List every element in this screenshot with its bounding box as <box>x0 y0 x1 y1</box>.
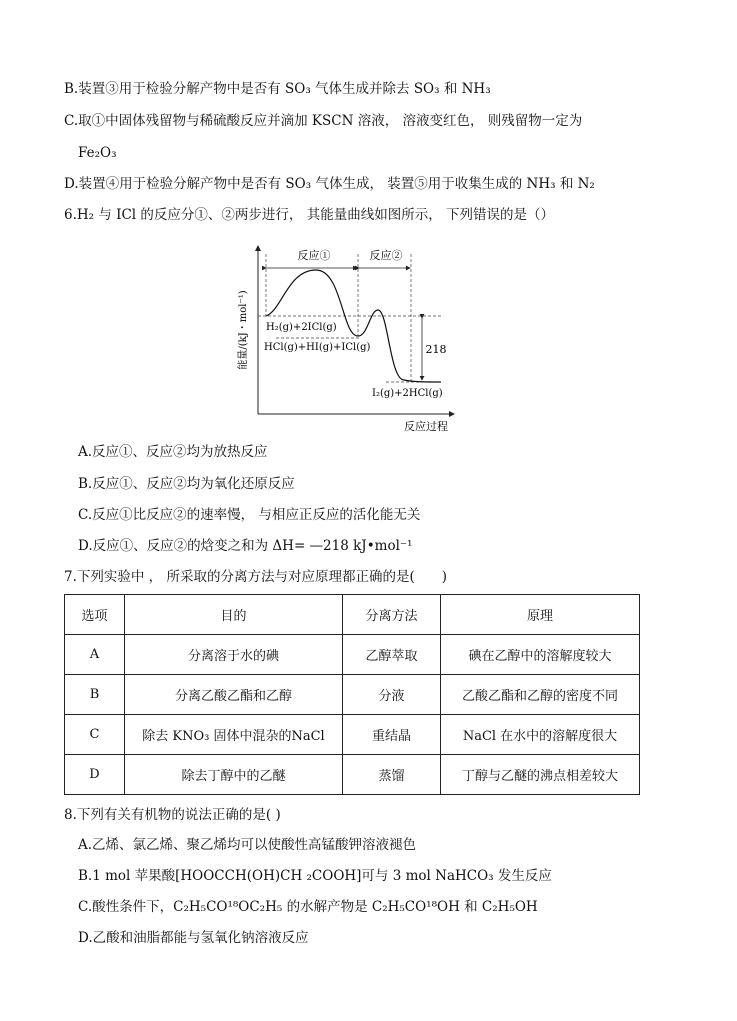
step2-label: 反应② <box>369 249 403 262</box>
cell-method: 分液 <box>343 675 441 715</box>
table-row <box>65 715 640 755</box>
option-c-residue-cont: Fe₂O₃ <box>78 145 117 161</box>
option-c-residue: C.取①中固体残留物与稀硫酸反应并滴加 KSCN 溶液， 溶液变红色， 则残留物一定为 <box>64 113 583 129</box>
y-axis-label: 能量/(kJ・mol⁻¹) <box>238 290 249 370</box>
energy-diagram <box>236 240 458 436</box>
cell-principle: NaCl 在水中的溶解度很大 <box>441 715 640 755</box>
cell-purpose: 除去 KNO₃ 固体中混杂的NaCl <box>125 715 343 755</box>
cell-purpose: 分离乙酸乙酯和乙醇 <box>125 675 343 715</box>
cell-principle: 乙酸乙酯和乙醇的密度不同 <box>441 675 640 715</box>
cell-option: B <box>65 675 125 715</box>
cell-method: 蒸馏 <box>343 755 441 795</box>
step1-label: 反应① <box>297 249 331 262</box>
question-7: 7.下列实验中 ， 所采取的分离方法与对应原理都正确的是( ) <box>64 569 447 585</box>
q6-option-c: C.反应①比反应②的速率慢， 与相应正反应的活化能无关 <box>78 507 421 523</box>
cell-option: A <box>65 635 125 675</box>
cell-purpose: 分离溶于水的碘 <box>125 635 343 675</box>
cell-method: 重结晶 <box>343 715 441 755</box>
q8-option-b: B.1 mol 苹果酸[HOOCCH(OH)CH ₂COOH]可与 3 mol NaHCO₃ 发生反应 <box>78 868 552 884</box>
cell-option: C <box>65 715 125 755</box>
q8-option-c: C.酸性条件下，C₂H₅CO¹⁸OC₂H₅ 的水解产物是 C₂H₅CO¹⁸OH 和 C₂H₅OH <box>78 899 538 915</box>
reactants-label: H₂(g)+2ICl(g) <box>266 322 337 333</box>
q6-option-b: B.反应①、反应②均为氧化还原反应 <box>78 476 295 492</box>
option-b-apparatus3: B.装置③用于检验分解产物中是否有 SO₃ 气体生成并除去 SO₃ 和 NH₃ <box>64 81 491 97</box>
header-principle: 原理 <box>441 595 640 635</box>
table-header-row <box>65 595 640 635</box>
separation-table <box>64 594 640 795</box>
q8-option-d: D.乙酸和油脂都能与氢氧化钠溶液反应 <box>78 930 309 946</box>
q6-option-d: D.反应①、反应②的焓变之和为 ΔH= —218 kJ•mol⁻¹ <box>78 538 413 554</box>
cell-option: D <box>65 755 125 795</box>
question-6: 6.H₂ 与 ICl 的反应分①、②两步进行， 其能量曲线如图所示， 下列错误的是（） <box>64 207 555 223</box>
header-purpose: 目的 <box>125 595 343 635</box>
products-label: I₂(g)+2HCl(g) <box>372 388 443 399</box>
q8-option-a: A.乙烯、氯乙烯、聚乙烯均可以使酸性高锰酸钾溶液褪色 <box>78 837 417 853</box>
question-8: 8.下列有关有机物的说法正确的是( ) <box>64 807 281 823</box>
delta-value: 218 <box>425 343 447 356</box>
header-method: 分离方法 <box>343 595 441 635</box>
q6-option-a: A.反应①、反应②均为放热反应 <box>78 444 268 460</box>
table-row <box>65 675 640 715</box>
option-d-apparatus4: D.装置④用于检验分解产物中是否有 SO₃ 气体生成， 装置⑤用于收集生成的 NH₃ 和 N₂ <box>64 176 595 192</box>
cell-method: 乙醇萃取 <box>343 635 441 675</box>
cell-purpose: 除去丁醇中的乙醚 <box>125 755 343 795</box>
table-row <box>65 755 640 795</box>
cell-principle: 丁醇与乙醚的沸点相差较大 <box>441 755 640 795</box>
intermediate-label: HCl(g)+HI(g)+ICl(g) <box>264 342 371 353</box>
header-option: 选项 <box>65 595 125 635</box>
table-row <box>65 635 640 675</box>
cell-principle: 碘在乙醇中的溶解度较大 <box>441 635 640 675</box>
x-axis-label: 反应过程 <box>404 420 448 433</box>
